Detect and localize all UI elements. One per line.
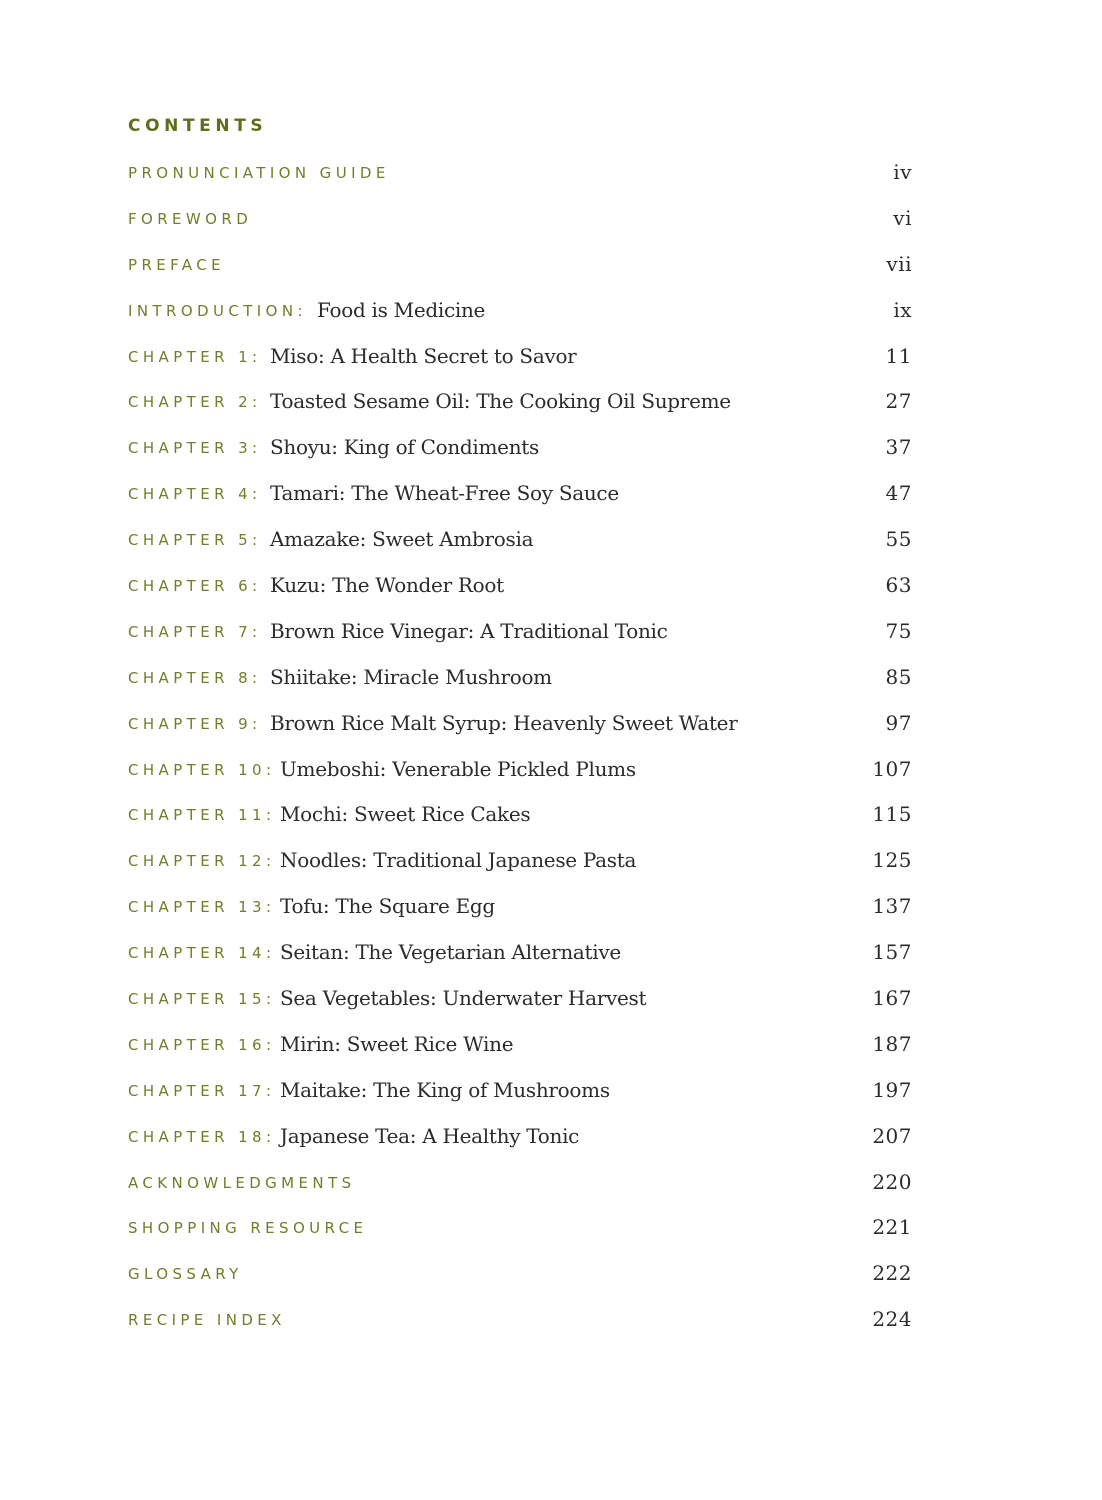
toc-entry-title: Seitan: The Vegetarian Alternative xyxy=(280,940,621,965)
toc-entry-label: CHAPTER 8: xyxy=(128,668,262,687)
toc-entry-chapter-2[interactable] xyxy=(128,381,912,427)
toc-entry-title: Brown Rice Malt Syrup: Heavenly Sweet Water xyxy=(270,710,738,735)
toc-entry-page: 11 xyxy=(885,343,912,368)
toc-entry-label: CHAPTER 15: xyxy=(128,990,276,1009)
toc-entry-title: Brown Rice Vinegar: A Traditional Tonic xyxy=(270,618,668,643)
toc-entry-shopping-resource[interactable] xyxy=(128,1207,912,1253)
toc-entry-title: Shiitake: Miracle Mushroom xyxy=(270,664,552,689)
toc-entry-title: Amazake: Sweet Ambrosia xyxy=(270,527,534,552)
toc-entry-chapter-11[interactable] xyxy=(128,794,912,840)
toc-entry-page: 224 xyxy=(872,1307,912,1332)
toc-entry-chapter-12[interactable] xyxy=(128,840,912,886)
toc-entry-page: iv xyxy=(893,160,912,184)
toc-entry-recipe-index[interactable] xyxy=(128,1299,912,1345)
toc-entry-page: 85 xyxy=(885,664,912,689)
toc-entry-chapter-13[interactable] xyxy=(128,886,912,932)
toc-entry-page: 125 xyxy=(872,848,912,873)
toc-entry-label: CHAPTER 17: xyxy=(128,1081,276,1100)
toc-entry-page: 222 xyxy=(872,1261,912,1286)
toc-entry-page: 75 xyxy=(885,618,912,643)
toc-entry-chapter-9[interactable] xyxy=(128,703,912,749)
toc-entry-label: SHOPPING RESOURCE xyxy=(128,1219,368,1238)
toc-list xyxy=(128,152,912,1345)
toc-entry-page: 97 xyxy=(885,710,912,735)
toc-entry-title: Maitake: The King of Mushrooms xyxy=(280,1077,610,1102)
toc-entry-title: Kuzu: The Wonder Root xyxy=(270,573,504,598)
toc-entry-page: 115 xyxy=(872,802,912,827)
toc-entry-chapter-15[interactable] xyxy=(128,978,912,1024)
toc-entry-label: CHAPTER 9: xyxy=(128,714,262,733)
toc-entry-page: 167 xyxy=(872,986,912,1011)
toc-entry-page: 137 xyxy=(872,894,912,919)
toc-entry-chapter-4[interactable] xyxy=(128,473,912,519)
toc-entry-title: Shoyu: King of Condiments xyxy=(270,435,539,460)
toc-entry-chapter-18[interactable] xyxy=(128,1116,912,1162)
toc-entry-glossary[interactable] xyxy=(128,1253,912,1299)
toc-entry-page: 107 xyxy=(872,756,912,781)
toc-entry-page: 197 xyxy=(872,1077,912,1102)
toc-entry-page: ix xyxy=(893,297,912,322)
toc-entry-page: vi xyxy=(893,205,912,230)
toc-entry-chapter-10[interactable] xyxy=(128,749,912,795)
toc-entry-label: PRONUNCIATION GUIDE xyxy=(128,164,390,182)
table-of-contents-page xyxy=(128,0,912,1500)
toc-entry-pronunciation-guide[interactable] xyxy=(128,152,912,198)
toc-entry-title: Tamari: The Wheat-Free Soy Sauce xyxy=(270,481,619,506)
toc-entry-page: 207 xyxy=(872,1123,912,1148)
toc-entry-chapter-5[interactable] xyxy=(128,519,912,565)
toc-entry-title: Mirin: Sweet Rice Wine xyxy=(280,1031,514,1056)
toc-entry-title: Umeboshi: Venerable Pickled Plums xyxy=(280,756,636,781)
toc-entry-title: Japanese Tea: A Healthy Tonic xyxy=(280,1123,580,1148)
toc-entry-chapter-8[interactable] xyxy=(128,657,912,703)
toc-entry-page: 221 xyxy=(872,1215,912,1240)
toc-entry-page: 157 xyxy=(872,940,912,965)
toc-entry-acknowledgments[interactable] xyxy=(128,1162,912,1208)
toc-entry-chapter-7[interactable] xyxy=(128,611,912,657)
toc-entry-preface[interactable] xyxy=(128,244,912,290)
toc-entry-label: CHAPTER 14: xyxy=(128,944,276,963)
toc-entry-page: 47 xyxy=(885,481,912,506)
toc-entry-label: ACKNOWLEDGMENTS xyxy=(128,1173,356,1192)
toc-entry-title: Toasted Sesame Oil: The Cooking Oil Supreme xyxy=(270,389,731,414)
toc-entry-chapter-17[interactable] xyxy=(128,1070,912,1116)
toc-entry-label: CHAPTER 16: xyxy=(128,1035,276,1054)
toc-entry-label: CHAPTER 11: xyxy=(128,806,276,825)
toc-entry-label: RECIPE INDEX xyxy=(128,1311,286,1330)
toc-entry-page: 55 xyxy=(885,527,912,552)
toc-entry-title: Mochi: Sweet Rice Cakes xyxy=(280,802,531,827)
toc-entry-page: 37 xyxy=(885,435,912,460)
toc-entry-page: 63 xyxy=(885,573,912,598)
toc-entry-chapter-16[interactable] xyxy=(128,1024,912,1070)
toc-entry-label: CHAPTER 2: xyxy=(128,393,262,412)
toc-entry-label: PREFACE xyxy=(128,255,225,274)
toc-entry-page: 27 xyxy=(885,389,912,414)
toc-entry-label: FOREWORD xyxy=(128,209,253,228)
toc-entry-label: CHAPTER 18: xyxy=(128,1127,276,1146)
toc-entry-label: CHAPTER 7: xyxy=(128,622,262,641)
toc-entry-chapter-14[interactable] xyxy=(128,932,912,978)
toc-entry-foreword[interactable] xyxy=(128,198,912,244)
toc-entry-page: 187 xyxy=(872,1031,912,1056)
toc-entry-label: CHAPTER 12: xyxy=(128,852,276,871)
toc-entry-introduction[interactable] xyxy=(128,290,912,336)
toc-entry-page: 220 xyxy=(872,1169,912,1194)
toc-entry-chapter-1[interactable] xyxy=(128,336,912,382)
toc-entry-title: Food is Medicine xyxy=(317,297,486,322)
toc-entry-title: Noodles: Traditional Japanese Pasta xyxy=(280,848,637,873)
toc-entry-chapter-3[interactable] xyxy=(128,427,912,473)
toc-entry-title: Sea Vegetables: Underwater Harvest xyxy=(280,986,647,1011)
contents-heading: CONTENTS xyxy=(128,116,268,136)
toc-entry-label: CHAPTER 1: xyxy=(128,347,262,366)
toc-entry-label: CHAPTER 10: xyxy=(128,760,276,779)
toc-entry-label: CHAPTER 13: xyxy=(128,898,276,917)
toc-entry-title: Tofu: The Square Egg xyxy=(280,894,495,919)
toc-entry-label: CHAPTER 4: xyxy=(128,485,262,504)
toc-entry-label: CHAPTER 6: xyxy=(128,577,262,596)
toc-entry-page: vii xyxy=(886,251,912,276)
toc-entry-title: Miso: A Health Secret to Savor xyxy=(270,343,577,368)
toc-entry-chapter-6[interactable] xyxy=(128,565,912,611)
toc-entry-label: CHAPTER 3: xyxy=(128,439,262,458)
toc-entry-label: GLOSSARY xyxy=(128,1265,243,1284)
toc-entry-label: CHAPTER 5: xyxy=(128,531,262,550)
toc-entry-label: INTRODUCTION: xyxy=(128,301,307,320)
